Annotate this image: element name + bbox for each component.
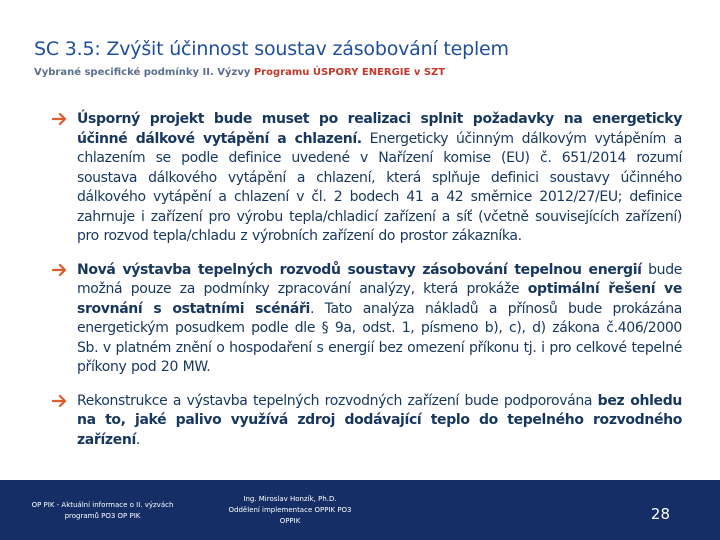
footer-center-line: OPPIK xyxy=(279,517,301,525)
arrow-right-icon xyxy=(52,111,70,127)
page-number: 28 xyxy=(650,505,670,523)
arrow-right-icon xyxy=(52,262,70,278)
bullet-text xyxy=(77,261,682,378)
bullet-text-segment: bez ohledu na to, jaké palivo využívá zdroj dodávající teplo do tepelného rozvodného zařízení xyxy=(77,392,682,448)
slide-title: SC 3.5: Zvýšit účinnost soustav zásobování teplem xyxy=(34,38,509,60)
arrow-right-icon xyxy=(52,393,70,409)
bullet-text-segment: optimální řešení ve srovnání s ostatními scénáři xyxy=(77,281,682,317)
bullet-text-segment: . Tato analýza nákladů a přínosů bude prokázána energetickým posudkem podle dle § 9a, odst. 1, písmeno b), c), d) zákona č.406/2000 Sb. v platném znění o hospodaření s energií bez omezení příkonu tj. i pro celkové tepelné příkony pod 20 MW. xyxy=(77,300,683,375)
footer-center-line: Ing. Miroslav Honzík, Ph.D. xyxy=(243,495,337,503)
subtitle-program-name: Programu ÚSPORY ENERGIE v SZT xyxy=(253,67,446,78)
footer-left-line: OP PIK - Aktuální informace o II. výzvách xyxy=(31,501,174,509)
bullet-text-segment: Úsporný projekt bude muset po realizaci splnit požadavky na energeticky účinné dálkové vytápění a chlazení. xyxy=(77,111,682,147)
footer-presentation-info xyxy=(0,500,205,522)
bullet-text-segment: . xyxy=(135,431,141,448)
subtitle-prefix: Vybrané specifické podmínky II. Výzvy xyxy=(34,67,254,78)
bullet-item xyxy=(52,110,682,247)
bullet-item xyxy=(52,392,682,451)
footer-author-info xyxy=(215,494,365,527)
bullet-item xyxy=(52,261,682,378)
bullet-text xyxy=(77,392,682,451)
bullet-text-segment: bude možná pouze za podmínky zpracování analýzy, která prokáže xyxy=(77,261,682,297)
bullet-text-segment: Rekonstrukce a výstavba tepelných rozvodných zařízení bude podporována xyxy=(77,392,598,409)
bullet-list xyxy=(52,110,682,464)
footer-center-line: Oddělení implementace OPPIK PO3 xyxy=(228,506,352,514)
bullet-text-segment: Nová výstavba tepelných rozvodů soustavy zásobování tepelnou energií xyxy=(77,261,642,278)
bullet-text-segment: Energeticky účinným dálkovým vytápěním a chlazením se podle definice uvedené v Nařízení komise (EU) č. 651/2014 rozumí soustava dálkového vytápění a chlazení, která splňuje definici soustavy účinného dálkového vytápění a chlazení v čl. 2 bodech 41 a 42 směrnice 2012/27/EU; definice zahrnuje i zařízení pro výrobu tepla/chladicí zařízení a síť (včetně souvisejících zařízení) pro rozvod tepla/chladu z výrobních zařízení do prostor zákazníka. xyxy=(77,130,682,244)
slide-subtitle xyxy=(34,67,445,78)
bullet-text xyxy=(77,110,682,247)
footer-bar xyxy=(0,480,720,540)
footer-left-line: programů PO3 OP PIK xyxy=(64,512,141,520)
